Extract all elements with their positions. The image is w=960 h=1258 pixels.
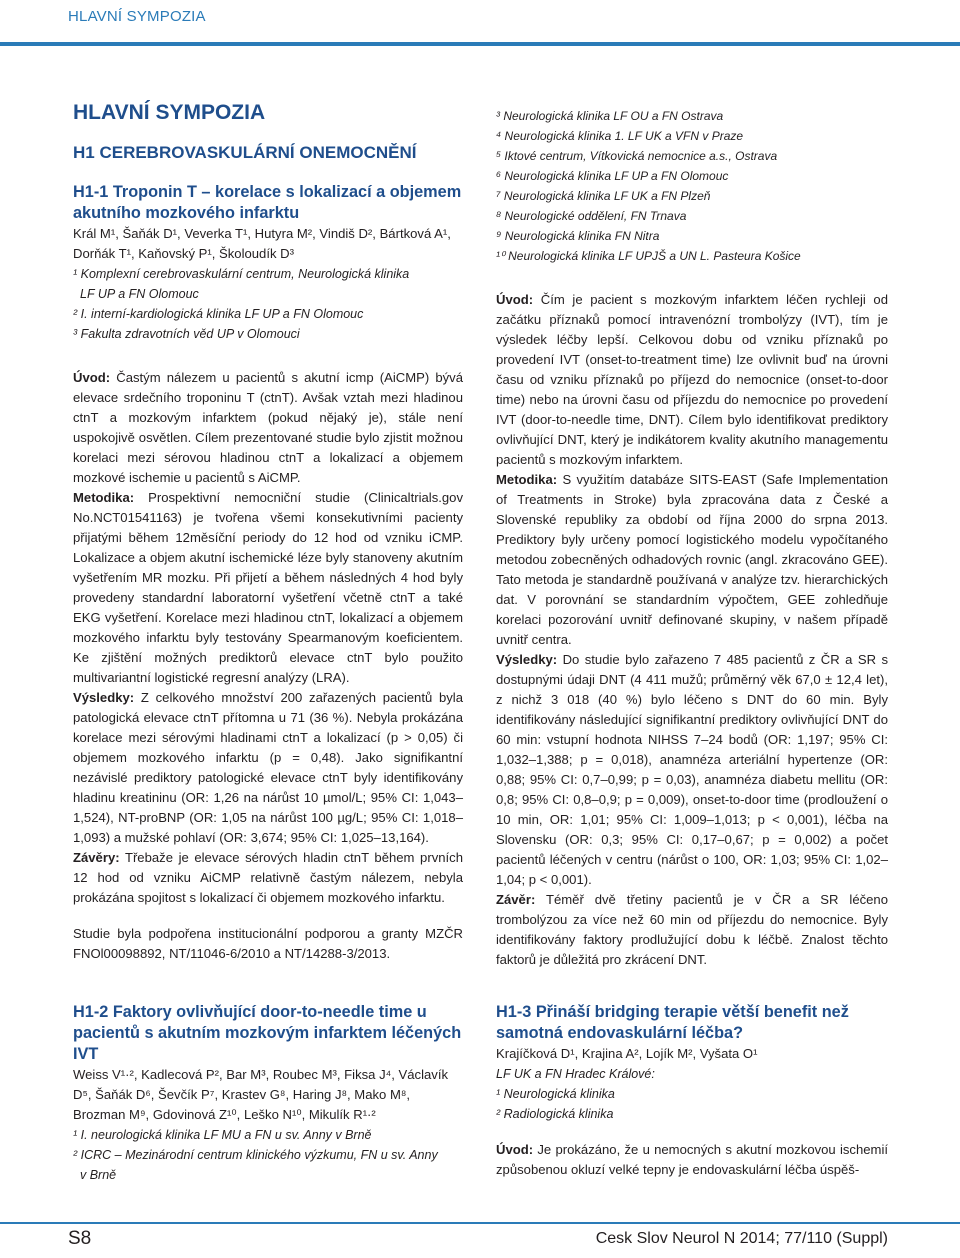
- conclusion-label: Závěr:: [496, 892, 536, 907]
- article3-aff1: ¹ Neurologická klinika: [496, 1087, 615, 1101]
- article3-title: H1-3 Přináší bridging terapie větší benefit než samotná endovaskulární léčba?: [496, 1003, 849, 1042]
- article2-title: H1-2 Faktory ovlivňující door-to-needle time u pacientů s akutním mozkovým infarktem léčených IVT: [73, 1003, 462, 1063]
- results-text: Do studie bylo zařazeno 7 485 pacientů z ČR a SR s dostupnými údaji DNT (4 411 mužů; průměrný věk 67,0 ± 12,4 let), z nichž 3 018 (40 %) bylo léčeno s DNT do 60 min. Byly identifikovány následující signifikantní prediktory ovlivňující DNT do 60 min: vstupní hodnota NIHSS 7–24 bodů (OR: 1,197; 95% CI: 1,032–1,388; p = 0,018), anamnéza arteriální hypertenze (OR: 0,88; 95% CI: 0,7–0,99; p = 0,03), anamnéza diabetu mellitu (OR: 0,8; 95% CI: 0,8–0,9; p = 0,009), onset-to-door time (prodloužení o 10 min, OR: 1,01; 95% CI: 1,009–1,013; p < 0,001), léčba na Slovensku (OR: 0,3; 95% CI: 0,17–0,67; p = 0,002) a počet pacientů léčených v centru (nárůst o 100, OR: 1,03; 95% CI: 1,02–1,04; p < 0,001).: [496, 652, 888, 887]
- article1-authors: Král M¹, Šaňák D¹, Veverka T¹, Hutyra M², Vindiš D², Bártková A¹, Dorňák T¹, Kaňovský P¹, Školoudík D³: [73, 226, 451, 261]
- conclusion-text: Téměř dvě třetiny pacientů je v ČR a SR léčeno trombolýzou za více než 60 min od příjezdu do nemocnice. Byly identifikovány faktory prodlužující dobu k léčbě. Znalost těchto faktorů je důležitá pro zkrácení DNT.: [496, 892, 888, 967]
- article2-conclusion: [496, 890, 888, 970]
- article1-aff1b: LF UP a FN Olomouc: [80, 287, 199, 301]
- section-title: HLAVNÍ SYMPOZIA: [73, 101, 266, 124]
- methods-label: Metodika:: [73, 490, 135, 505]
- intro-label: Úvod:: [496, 1142, 534, 1157]
- methods-label: Metodika:: [496, 472, 558, 487]
- bottom-rule: [0, 1222, 960, 1224]
- conclusions-text: Třebaže je elevace sérových hladin ctnT během prvních 12 hod od vzniku AiCMP relativně častým nálezem, nebyla prokázána spojitost s lokalizací či objemem mozkového infarktu.: [73, 850, 463, 905]
- intro-text: Častým nálezem u pacientů s akutní icmp (AiCMP) bývá elevace srdečního troponinu T (ctnT). Avšak vztah mezi hladinou ctnT a mozkovým infarktem (pokud nějaký je), stále není uspokojivě osvětlen. Cílem prezentované studie bylo zjistit možnou korelaci mezi sérovou hladinou ctnT a lokalizací a objemem mozkové ischemie u pacientů s AiCMP.: [73, 370, 463, 485]
- right-aff4: ⁴ Neurologická klinika 1. LF UK a VFN v Praze: [496, 129, 744, 143]
- article3-authors: Krajíčková D¹, Krajina A², Lojík M², Vyšata O¹: [496, 1046, 758, 1061]
- article2-methods: [496, 470, 888, 650]
- article2-header: [73, 1002, 463, 1185]
- results-label: Výsledky:: [73, 690, 135, 705]
- right-aff3: ³ Neurologická klinika LF OU a FN Ostrava: [496, 109, 724, 123]
- article1-title: H1-1 Troponin T – korelace s lokalizací a objemem akutního mozkového infarktu: [73, 183, 462, 222]
- results-label: Výsledky:: [496, 652, 558, 667]
- article1-methods: [73, 488, 463, 688]
- article3-aff2: ² Radiologická klinika: [496, 1107, 614, 1121]
- right-aff9: ⁹ Neurologická klinika FN Nitra: [496, 229, 660, 243]
- right-aff8: ⁸ Neurologické oddělení, FN Trnava: [496, 209, 687, 223]
- running-head: HLAVNÍ SYMPOZIA: [68, 8, 206, 25]
- article2-intro: [496, 290, 888, 470]
- right-aff5: ⁵ Iktové centrum, Vítkovická nemocnice a.s., Ostrava: [496, 149, 778, 163]
- intro-label: Úvod:: [73, 370, 111, 385]
- article1-aff1: ¹ Komplexní cerebrovaskulární centrum, Neurologická klinika: [73, 267, 410, 281]
- article1-intro: [73, 368, 463, 488]
- conclusions-label: Závěry:: [73, 850, 120, 865]
- article2-aff1: ¹ I. neurologická klinika LF MU a FN u sv. Anny v Brně: [73, 1128, 372, 1142]
- journal-citation: Cesk Slov Neurol N 2014; 77/110 (Suppl): [595, 1230, 888, 1247]
- results-text: Z celkového množství 200 zařazených pacientů byla patologická elevace ctnT přítomna u 71 (36 %). Nebyla prokázána korelace mezi sérovými hladinami ctnT a lokalizací (p > 0,05) či objemem mozkového infarktu (p = 0,48). Jako signifikantní nezávislé prediktory patologické elevace ctnT byly identifikovány hladinu kreatininu (OR: 1,26 na nárůst 10 µmol/L; 95% CI: 1,043–1,524), NT-proBNP (OR: 1,05 na nárůst 100 µg/L; 95% CI: 1,018–1,093) a mužské pohlaví (OR: 3,674; 95% CI: 1,025–13,164).: [73, 690, 463, 845]
- article1-results: [73, 688, 463, 848]
- article2-aff2: ² ICRC – Mezinárodní centrum klinického výzkumu, FN u sv. Anny: [73, 1148, 438, 1162]
- intro-text: Čím je pacient s mozkovým infarktem léčen rychleji od začátku příznaků pomocí intravenózní trombolýzy (IVT), tím je výsledek léčby lepší. Celkovou dobu od vzniku příznaků po provedení IVT (onset-to-treatment time) lze ovlivnit buď na úrovni času od vzniku příznaků po příjezd do nemocnice (onset-to-door time) nebo na úrovni času od příjezdu do nemocnice po provedení IVT (door-to-needle time, DNT). Cílem bylo identifikovat prediktory ovlivňující DNT, který je indikátorem kvality akutního managementu pacientů s mozkovým infarktem.: [496, 292, 888, 467]
- article2-results: [496, 650, 888, 890]
- methods-text: Prospektivní nemocniční studie (Clinicaltrials.gov No.NCT01541163) je tvořena všemi konsekutivními pacienty přijatými během 12měsíční periody do 12 hod od vzniku iCMP. Lokalizace a objem akutní ischemické léze byly stanoveny akutním vyšetřením MR mozku. Při přijetí a během následných 4 hod byly provedeny standardní laboratorní vyšetření včetně ctnT a také EKG vyšetření. Korelace mezi hladinou ctnT, lokalizací a objemem mozkového infarktu byly testovány Spearmanovým koeficientem. Ke zjištění možných prediktorů elevace ctnT bylo použito multivariantní logistické regresní analýzy (LRA).: [73, 490, 463, 685]
- article1-aff3: ³ Fakulta zdravotních věd UP v Olomouci: [73, 327, 300, 341]
- article3-aff0: LF UK a FN Hradec Králové:: [496, 1067, 655, 1081]
- intro-label: Úvod:: [496, 292, 534, 307]
- article2-aff2b: v Brně: [80, 1168, 117, 1182]
- article1-aff2: ² I. interní-kardiologická klinika LF UP a FN Olomouc: [73, 307, 364, 321]
- left-column: [73, 100, 463, 964]
- article3-intro: [496, 1140, 888, 1180]
- article2-authors: Weiss V¹·², Kadlecová P², Bar M³, Roubec M³, Fiksa J⁴, Václavík D⁵, Šaňák D⁶, Ševčík P⁷, Krastev G⁸, Haring J⁸, Mako M⁸, Brozman M⁹, Gdovinová Z¹⁰, Leško N¹⁰, Mikulík R¹·²: [73, 1067, 449, 1122]
- right-aff7: ⁷ Neurologická klinika LF UK a FN Plzeň: [496, 189, 711, 203]
- methods-text: S využitím databáze SITS-EAST (Safe Implementation of Treatments in Stroke) byla zpracována data z České a Slovenské republiky za období od října 2000 do srpna 2013. Prediktory byly určeny pomocí logistického modelu vypočítaného metodou zobecněných odhadových rovnic (angl. zkracováno GEE). Tato metoda je standardně používaná v analýze tzv. hierarchických dat. V porovnání se standardním výpočtem, GEE zohledňuje korelaci pozorování uvnitř definované skupiny, v našem případě uvnitř centra.: [496, 472, 888, 647]
- top-rule: [0, 42, 960, 46]
- intro-text: Je prokázáno, že u nemocných s akutní mozkovou ischemií způsobenou okluzí velké tepny je endovaskulární léčba úspěš-: [496, 1142, 888, 1177]
- subsection-title: H1 CEREBROVASKULÁRNÍ ONEMOCNĚNÍ: [73, 143, 417, 162]
- article1-funding: Studie byla podpořena institucionální podporou a granty MZČR FNOl00098892, NT/11046-6/2010 a NT/14288-3/2013.: [73, 926, 463, 961]
- article3: [496, 1002, 888, 1180]
- article1-conclusions: [73, 848, 463, 908]
- page-number: S8: [68, 1228, 92, 1249]
- right-aff10: ¹⁰ Neurologická klinika LF UPJŠ a UN L. Pasteura Košice: [496, 249, 801, 263]
- right-column: [496, 106, 888, 970]
- right-aff6: ⁶ Neurologická klinika LF UP a FN Olomouc: [496, 169, 729, 183]
